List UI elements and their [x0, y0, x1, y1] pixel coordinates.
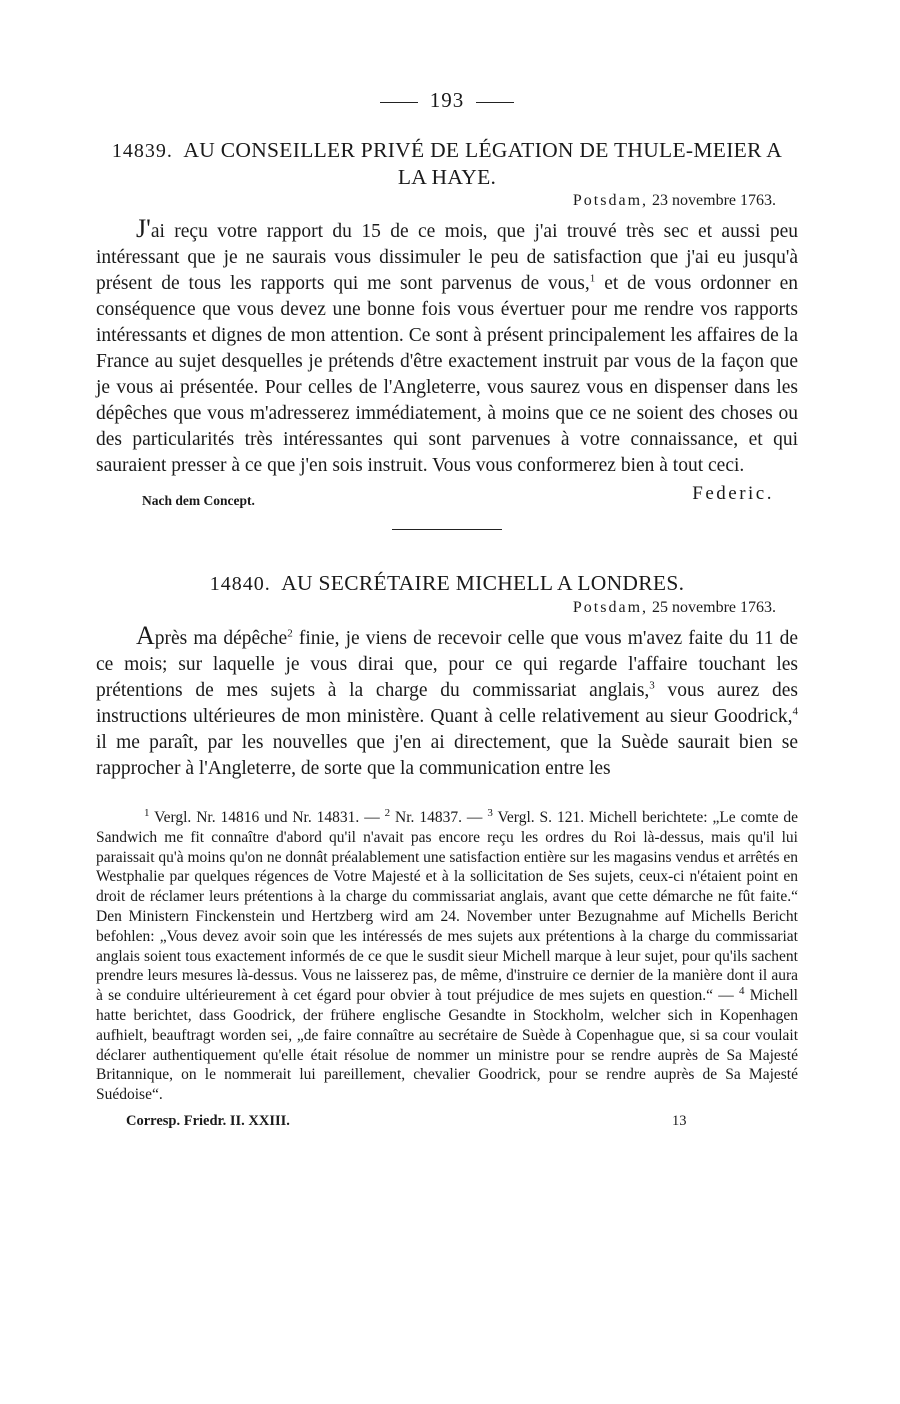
document-page: [96, 0, 798, 1137]
footnote-ref: 2: [287, 627, 293, 640]
footnote-text: Vergl. Nr. 14816 und Nr. 14831. —: [149, 809, 385, 826]
footnote-mark: 1: [144, 806, 150, 819]
signature-mark: 13: [672, 1112, 687, 1129]
footnote-text: Vergl. S. 121. Michell berichtete: „Le comte de Sandwich me fit connaître d'abord qu'il n'avait pas encore reçu les ordres du Roi là-dessus, mais qu'il lui paraissait qu'à moins qu'on ne donnât préalablement une satisfaction entière sur les magasins vendus et arrêtés en Westphalie par quelques régences de Votre Majesté et à la sollicitation de Ses sujets, ceux-ci n'étaient point en droit de réclamer leurs prétentions à la charge du commissariat anglais, avant que cette démarche ne fût faite.“ Den Ministern Finckenstein und Hertzberg wird am 24. November unter Bezugnahme auf Michells Bericht befohlen: „Vous devez avoir soin que les intéressés de mes sujets aux prétentions à la charge du commissariat anglais soient tous exactement informés de ce que le susdit sieur Michell marque à leur sujet, pour qu'ils sachent prendre leurs mesures là-dessus. Vous ne laisserez pas, de même, d'instruire ce dernier de la manière dont il aura à se conduire ultérieurement à cet égard pour obvier à tout préjudice de mes sujets en question.“ —: [96, 809, 799, 1005]
dateline-date: 25 novembre 1763.: [652, 599, 776, 616]
series-title: Corresp. Friedr. II. XXIII.: [126, 1112, 290, 1129]
text-segment: vous aurez des instructions ultérieures de mon ministère. Quant à celle relativement au sieur Goodrick,: [96, 680, 798, 727]
footnote-ref: 3: [649, 679, 655, 692]
letter-paragraph: [96, 216, 798, 479]
footnote-mark: 4: [739, 985, 745, 998]
page-number: 193: [429, 88, 465, 112]
sign-row: [96, 483, 798, 509]
dateline-place: Potsdam,: [572, 599, 649, 616]
letter-title: AU SECRÉTAIRE MICHELL A LONDRES.: [281, 571, 685, 595]
letter-title: AU CONSEILLER PRIVÉ DE LÉGATION DE THULE-MEIER A LA HAYE.: [183, 138, 783, 189]
footnote-block: [96, 808, 798, 1105]
text-segment: J'ai reçu votre rapport du 15 de ce mois, que j'ai trouvé très sec et aussi peu intéressant que je ne saurais vous dissimuler le peu de satisfaction que j'ai eu jusqu'à présent de tous les rapports qui me sont parvenus de vous,: [96, 214, 798, 294]
dash-left: [380, 102, 418, 103]
footnote-text: Michell hatte berichtet, dass Goodrick, der frühere englische Gesandte in Stockholm, welcher sich in Kopenhagen aufhielt, beauftragt worden sei, „de faire connaître au secrétaire de Suède à Copenhague que, si sa cour voulait déclarer authentiquement qu'elle était résolue de nommer un ministre pour se rendre auprès de Sa Majesté Britannique, on le nommerait lui pareillement, chevalier Goodrick, pour se rendre auprès de Sa Majesté Suédoise“.: [96, 987, 798, 1104]
letter-heading-14839: [96, 137, 798, 190]
text-segment: il me paraît, par les nouvelles que j'en ai directement, que la Suède saurait bien se rapprocher à l'Angleterre, de sorte que la communication entre les: [96, 732, 798, 779]
footnote-text: Nr. 14837. —: [390, 809, 488, 826]
footnote-mark: 3: [487, 806, 493, 819]
footnote-ref: 1: [589, 272, 596, 285]
letter-number: 14840.: [209, 573, 271, 595]
letter-body: [96, 216, 798, 479]
dateline-date: 23 novembre 1763.: [652, 192, 776, 209]
letter-heading-14840: [96, 570, 798, 597]
dateline: [96, 192, 776, 210]
signature: Federic.: [692, 483, 774, 504]
footnote-ref: 4: [792, 705, 798, 718]
footnotes: [96, 808, 798, 1105]
text-segment: Après ma dépêche: [136, 621, 288, 650]
page-footer: [96, 1113, 798, 1137]
page-number-line: [96, 88, 798, 113]
text-segment: finie, je viens de recevoir celle que vous m'avez faite du 11 de ce mois; sur laquelle je vous dirai que, pour ce qui regarde l'affaire touchant les prétentions de mes sujets à la charge du commissariat anglais,: [96, 628, 798, 701]
letter-paragraph: [96, 623, 798, 782]
letter-body: [96, 623, 798, 782]
dash-right: [476, 102, 514, 103]
text-segment: et de vous ordonner en conséquence que vous devez une bonne fois vous évertuer pour me rendre vos rapports intéressants et dignes de mon attention. Ce sont à présent principalement les affaires de la France au sujet desquelles je prétends d'être exactement instruit par vous de la façon que je vous ai présentée. Pour celles de l'Angleterre, vous saurez vous en dispenser dans les dépêches que vous m'adresserez immédiatement, à moins que ce ne soient des choses ou des particularités très intéressantes qui sont parvenues à votre connaissance, et qui sauraient presser à ce que j'en sois instruit. Vous vous conformerez bien à tout ceci.: [96, 273, 798, 476]
dateline: [96, 599, 776, 617]
section-divider: [392, 529, 502, 530]
footnote-mark: 2: [384, 806, 391, 819]
dateline-place: Potsdam,: [572, 192, 649, 209]
letter-number: 14839.: [111, 140, 173, 162]
source-note: Nach dem Concept.: [142, 493, 255, 508]
